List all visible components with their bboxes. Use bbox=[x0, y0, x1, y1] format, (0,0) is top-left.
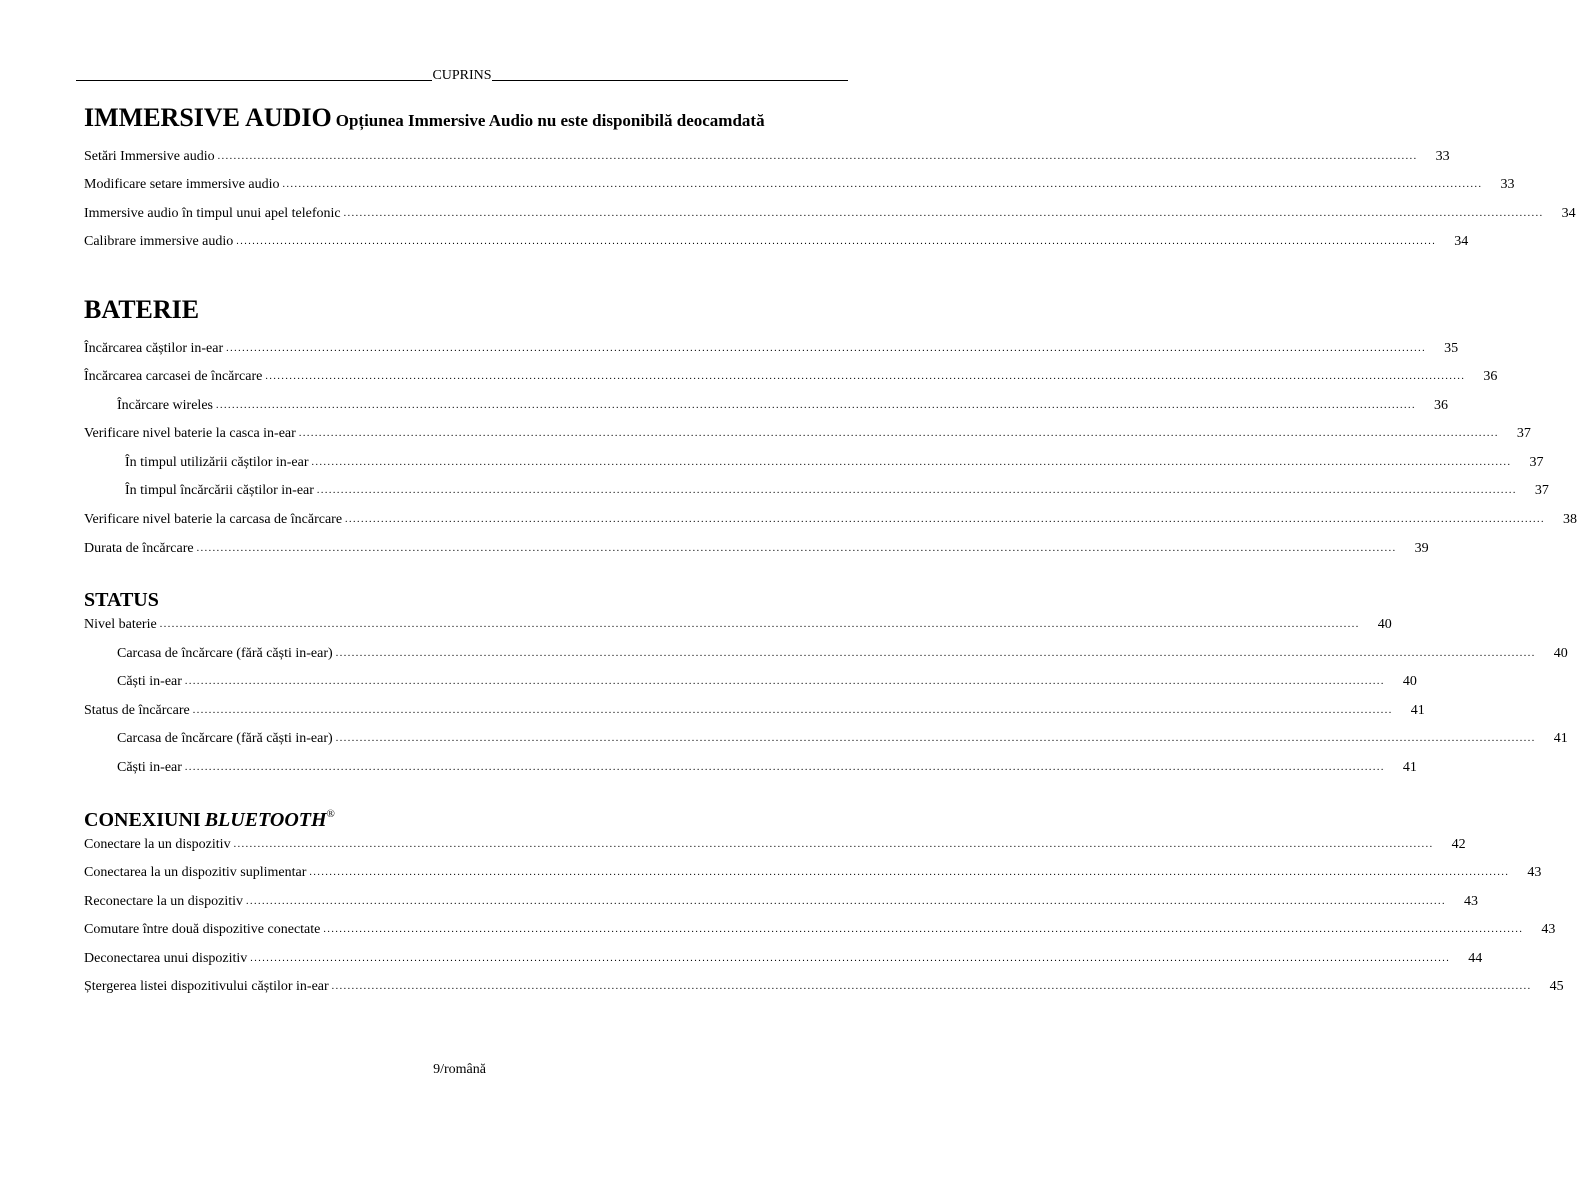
leader-dots: ............................................................................................................................................................................................................................................................................................................ bbox=[282, 179, 1483, 190]
toc-entry[interactable] bbox=[117, 394, 1448, 414]
header-title: CUPRINS bbox=[432, 68, 492, 83]
toc-entry-page: 40 bbox=[1402, 674, 1417, 689]
section-title-status bbox=[84, 589, 159, 612]
toc-entry[interactable] bbox=[84, 230, 1469, 250]
leader-dots: ............................................................................................................................................................................................................................................................................................................ bbox=[309, 867, 1510, 878]
toc-entry[interactable] bbox=[84, 337, 1459, 357]
leader-dots: ............................................................................................................................................................................................................................................................................................................ bbox=[345, 514, 1546, 525]
toc-entry[interactable] bbox=[117, 727, 1568, 747]
toc-entry-page: 37 bbox=[1516, 426, 1531, 441]
leader-dots: ............................................................................................................................................................................................................................................................................................................ bbox=[335, 648, 1536, 659]
toc-entry-label: În timpul încărcării căștilor in-ear bbox=[125, 483, 314, 498]
toc-entry-label: Carcasa de încărcare (fără căști in-ear) bbox=[117, 646, 333, 661]
leader-dots: ............................................................................................................................................................................................................................................................................................................ bbox=[335, 733, 1536, 744]
section-title-immersive-audio bbox=[84, 103, 765, 133]
toc-entry[interactable] bbox=[84, 947, 1483, 967]
toc-entry-label: Durata de încărcare bbox=[84, 541, 194, 556]
toc-entry-label: Căști in-ear bbox=[117, 674, 182, 689]
leader-dots: ............................................................................................................................................................................................................................................................................................................ bbox=[196, 543, 1397, 554]
toc-entry-label: Conectare la un dispozitiv bbox=[84, 837, 231, 852]
toc-entry[interactable] bbox=[84, 145, 1450, 165]
section-title-text: STATUS bbox=[84, 589, 159, 611]
leader-dots: ............................................................................................................................................................................................................................................................................................................ bbox=[192, 705, 1393, 716]
toc-entry[interactable] bbox=[125, 451, 1544, 471]
toc-entry-page: 34 bbox=[1561, 206, 1576, 221]
leader-dots: ............................................................................................................................................................................................................................................................................................................ bbox=[226, 343, 1427, 354]
toc-entry-label: Deconectarea unui dispozitiv bbox=[84, 951, 248, 966]
leader-dots: ............................................................................................................................................................................................................................................................................................................ bbox=[246, 896, 1446, 907]
toc-entry[interactable] bbox=[84, 202, 1576, 222]
toc-entry-page: 37 bbox=[1534, 483, 1549, 498]
toc-entry[interactable] bbox=[84, 173, 1515, 193]
toc-entry-label: Reconectare la un dispozitiv bbox=[84, 894, 243, 909]
toc-entry-label: Încărcarea carcasei de încărcare bbox=[84, 369, 263, 384]
leader-dots: ............................................................................................................................................................................................................................................................................................................ bbox=[184, 762, 1385, 773]
page-header bbox=[76, 64, 848, 84]
leader-dots: ............................................................................................................................................................................................................................................................................................................ bbox=[331, 981, 1532, 992]
section-title-italic: BLUETOOTH bbox=[204, 809, 327, 831]
toc-entry-label: Comutare între două dispozitive conectate bbox=[84, 922, 321, 937]
toc-entry[interactable] bbox=[84, 422, 1531, 442]
toc-entry[interactable] bbox=[84, 365, 1498, 385]
toc-entry-page: 45 bbox=[1549, 979, 1564, 994]
section-title-text: IMMERSIVE AUDIO bbox=[84, 103, 332, 132]
toc-entry-page: 34 bbox=[1454, 234, 1469, 249]
leader-dots: ............................................................................................................................................................................................................................................................................................................ bbox=[233, 839, 1434, 850]
leader-dots: ............................................................................................................................................................................................................................................................................................................ bbox=[323, 924, 1524, 935]
toc-entry-label: Setări Immersive audio bbox=[84, 149, 215, 164]
toc-entry-label: Încărcarea căștilor in-ear bbox=[84, 341, 224, 356]
header-rule-right bbox=[492, 79, 848, 81]
section-title-baterie bbox=[84, 295, 199, 325]
toc-entry-label: Conectarea la un dispozitiv suplimentar bbox=[84, 865, 307, 880]
leader-dots: ............................................................................................................................................................................................................................................................................................................ bbox=[311, 457, 1512, 468]
toc-entry-label: Carcasa de încărcare (fără căști in-ear) bbox=[117, 731, 333, 746]
toc-entry-page: 33 bbox=[1500, 177, 1515, 192]
toc-entry[interactable] bbox=[84, 613, 1392, 633]
leader-dots: ............................................................................................................................................................................................................................................................................................................ bbox=[184, 676, 1385, 687]
registered-mark: ® bbox=[326, 808, 335, 820]
page-footer: 9/română bbox=[433, 1062, 486, 1077]
header-rule-left bbox=[76, 79, 432, 81]
toc-entry-page: 43 bbox=[1464, 894, 1478, 909]
toc-entry-label: Modificare setare immersive audio bbox=[84, 177, 280, 192]
toc-entry-label: Încărcare wireles bbox=[117, 398, 213, 413]
leader-dots: ............................................................................................................................................................................................................................................................................................................ bbox=[265, 371, 1466, 382]
leader-dots: ............................................................................................................................................................................................................................................................................................................ bbox=[316, 485, 1517, 496]
toc-entry-page: 41 bbox=[1410, 703, 1425, 718]
section-note: Opțiunea Immersive Audio nu este disponibilă deocamdată bbox=[335, 111, 765, 130]
toc-entry-label: Nivel baterie bbox=[84, 617, 157, 632]
toc-entry-page: 40 bbox=[1377, 617, 1392, 632]
toc-entry-page: 35 bbox=[1444, 341, 1459, 356]
toc-entry-page: 42 bbox=[1451, 837, 1466, 852]
toc-entry-label: Căști in-ear bbox=[117, 760, 182, 775]
toc-entry-label: Verificare nivel baterie la carcasa de încărcare bbox=[84, 512, 343, 527]
toc-entry-page: 36 bbox=[1433, 398, 1448, 413]
toc-entry[interactable] bbox=[84, 699, 1425, 719]
toc-entry-page: 43 bbox=[1541, 922, 1556, 937]
toc-entry-page: 36 bbox=[1483, 369, 1498, 384]
toc-entry-page: 39 bbox=[1414, 541, 1429, 556]
toc-entry[interactable] bbox=[84, 890, 1478, 910]
toc-entry[interactable] bbox=[125, 479, 1549, 499]
leader-dots: ............................................................................................................................................................................................................................................................................................................ bbox=[236, 236, 1437, 247]
toc-entry-label: Verificare nivel baterie la casca in-ear bbox=[84, 426, 296, 441]
toc-entry[interactable] bbox=[84, 537, 1429, 557]
leader-dots: ............................................................................................................................................................................................................................................................................................................ bbox=[215, 400, 1416, 411]
toc-entry-label: Ștergerea listei dispozitivului căștilor in-ear bbox=[84, 979, 329, 994]
toc-entry-page: 38 bbox=[1563, 512, 1577, 527]
toc-entry-page: 41 bbox=[1553, 731, 1568, 746]
toc-entry-page: 44 bbox=[1468, 951, 1483, 966]
toc-entry[interactable] bbox=[117, 642, 1568, 662]
toc-entry-page: 41 bbox=[1402, 760, 1417, 775]
leader-dots: ............................................................................................................................................................................................................................................................................................................ bbox=[343, 208, 1544, 219]
toc-entry-page: 37 bbox=[1529, 455, 1544, 470]
toc-entry-page: 43 bbox=[1527, 865, 1542, 880]
leader-dots: ............................................................................................................................................................................................................................................................................................................ bbox=[217, 151, 1418, 162]
toc-entry[interactable] bbox=[117, 756, 1417, 776]
section-title-text: CONEXIUNI bbox=[84, 809, 201, 831]
toc-entry-label: În timpul utilizării căștilor in-ear bbox=[125, 455, 309, 470]
section-title-conexiuni-bluetooth bbox=[84, 808, 335, 832]
toc-entry[interactable] bbox=[117, 670, 1417, 690]
section-title-text: BATERIE bbox=[84, 295, 200, 324]
toc-entry-label: Immersive audio în timpul unui apel telefonic bbox=[84, 206, 341, 221]
leader-dots: ............................................................................................................................................................................................................................................................................................................ bbox=[250, 953, 1451, 964]
toc-entry-label: Status de încărcare bbox=[84, 703, 190, 718]
toc-entry[interactable] bbox=[84, 833, 1466, 853]
toc-entry[interactable] bbox=[84, 861, 1542, 881]
toc-entry[interactable] bbox=[84, 975, 1564, 995]
leader-dots: ............................................................................................................................................................................................................................................................................................................ bbox=[159, 619, 1360, 630]
toc-entry-page: 40 bbox=[1553, 646, 1568, 661]
toc-entry-label: Calibrare immersive audio bbox=[84, 234, 234, 249]
toc-entry[interactable] bbox=[84, 508, 1577, 528]
leader-dots: ............................................................................................................................................................................................................................................................................................................ bbox=[298, 428, 1499, 439]
toc-entry-page: 33 bbox=[1435, 149, 1450, 164]
toc-entry[interactable] bbox=[84, 918, 1556, 938]
